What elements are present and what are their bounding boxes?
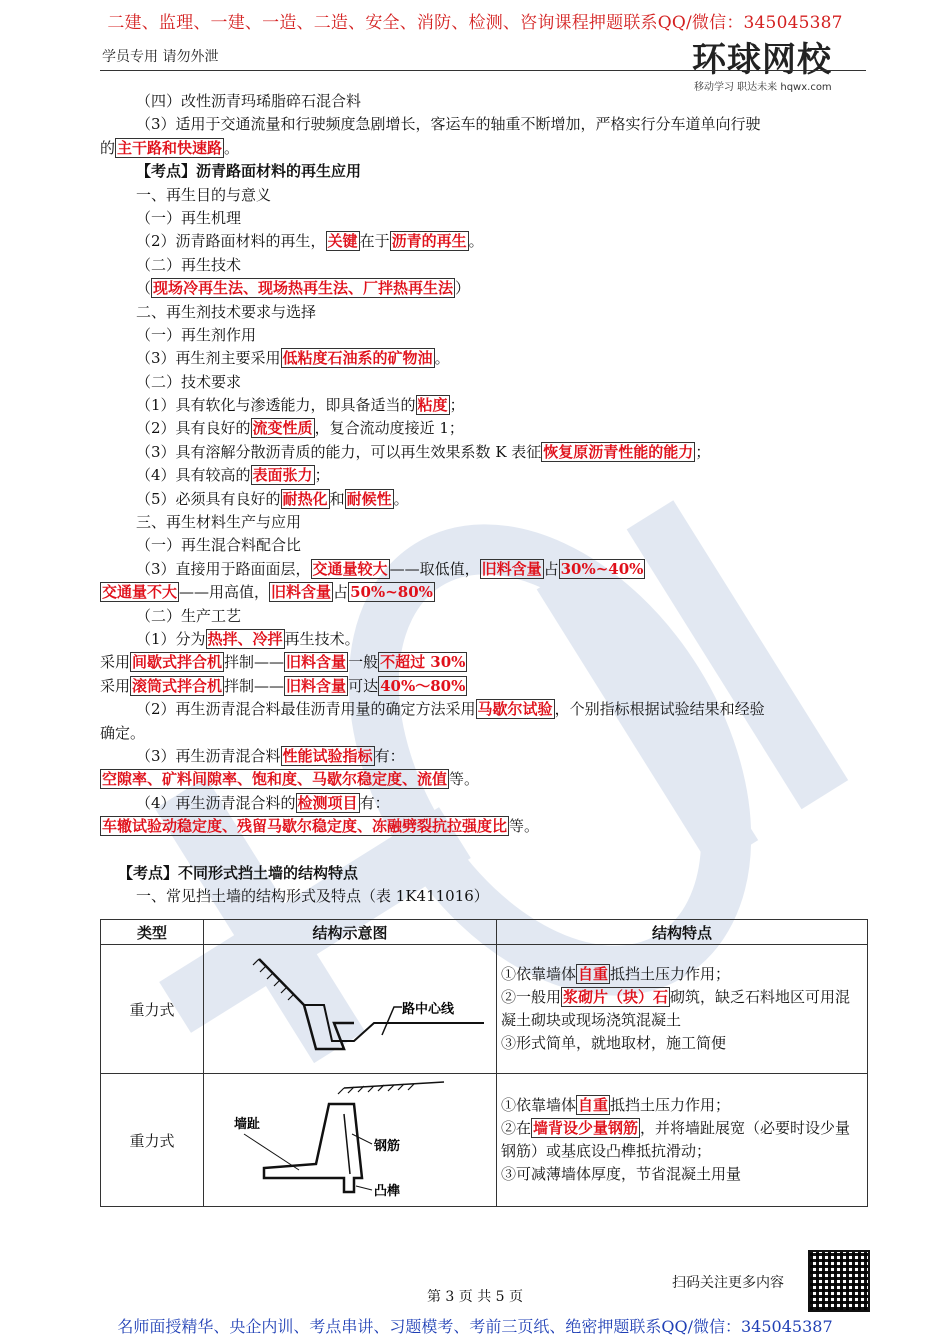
highlight: 马歇尔试验 [477,700,553,719]
text-line: （一）再生剂作用 [136,325,257,344]
logo: 环球网校 [692,40,832,80]
highlight: 浆砌片（块）石 [563,988,669,1006]
text-line: （3）再生沥青混合料 性能试验指标 有： [136,746,405,765]
section-heading: 【考点】沥青路面材料的再生应用 [136,162,362,181]
feature-line: ③形式简单，就地取材，施工简便 [501,1034,727,1052]
diagram-label: 墙趾 [234,1117,261,1132]
text-line: 的 主干路和快速路 。 [100,138,240,157]
feature-line: ③可减薄墙体厚度，节省混凝土用量 [501,1165,742,1183]
highlight: 耐候性 [346,489,392,508]
highlight: 不超过 30% [380,653,466,672]
highlight: 自重 [578,965,609,983]
text-line: （2）再生沥青混合料最佳沥青用量的确定方法采用 马歇尔试验 ，个别指标根据试验结果和经验 [136,700,765,719]
highlight: 耐热化 [282,489,328,508]
text-line: （3）适用于交通流量和行驶频度急剧增长，客运车的轴重不断增加，严格实行分车道单向行驶 [136,115,761,134]
feature-line: ①依靠墙体 自重 抵挡土压力作用； [501,965,731,983]
highlight: 旧料含量 [481,559,542,578]
table-header-row [101,920,868,945]
highlight: 检测项目 [297,793,358,812]
highlight: 关键 [327,232,358,251]
text-line: （2）具有良好的 流变性质 ，复合流动度接近 1； [136,419,464,438]
section-heading: 【考点】不同形式挡土墙的结构特点 [118,863,359,882]
highlight: 墙背设少量钢筋 [533,1119,639,1137]
highlight: 30%~40% [560,559,644,578]
text-line: （4）具有较高的 表面张力 ； [136,466,330,485]
text-line: （四）改性沥青玛琋脂碎石混合料 [136,92,362,110]
logo-subtitle: 移动学习 职达未来 hqwx.com [694,82,832,93]
highlight: 流变性质 [252,419,313,438]
text-line: （2）沥青路面材料的再生， 关键 在于 沥青的再生 。 [136,232,484,251]
text-line: （3）再生剂主要采用 低粘度石油系的矿物油 。 [136,349,450,368]
text-line: （二）生产工艺 [136,606,242,625]
text-line: （4）再生沥青混合料的 检测项目 有： [136,793,390,812]
text-line: （1）具有软化与渗透能力，即具备适当的 粘度 ； [136,396,465,415]
text-line: 车辙试验动稳定度、残留马歇尔稳定度、冻融劈裂抗拉强度比 等。 [102,817,540,836]
text-line: 采用 间歇式拌合机 拌制—— 旧料含量 一般 不超过 30% [100,653,466,672]
text-line: 采用 滚筒式拌合机 拌制—— 旧料含量 可达 40%～80% [100,676,466,695]
highlight: 自重 [578,1096,609,1114]
type-cell: 重力式 [101,945,204,1074]
highlight: 粘度 [417,396,448,415]
features-cell [497,945,868,1074]
text-line: 二、再生剂技术要求与选择 [136,302,317,321]
structure-diagram [204,1074,497,1207]
text-line: （1）分为 热拌、冷拌 再生技术。 [136,629,360,648]
text-line: （一）再生机理 [136,208,242,227]
highlight: 50%~80% [350,583,433,602]
highlight: 空隙率、矿料间隙率、饱和度、马歇尔稳定度、流值 [102,770,448,789]
text-line: （二）再生技术 [136,255,242,274]
feature-line: ①依靠墙体 自重 抵挡土压力作用； [501,1096,731,1114]
highlight: 交通量不大 [102,583,178,602]
highlight: 旧料含量 [286,676,347,695]
highlight: 表面张力 [252,466,313,485]
student-note: 学员专用 请勿外泄 [102,49,219,65]
page-number: 第 3 页 共 5 页 [426,1289,524,1305]
text-line: （二）技术要求 [136,372,242,391]
text-line: （3）具有溶解分散沥青质的能力，可以再生效果系数 K 表征 恢复原沥青性能的能力 ； [136,442,711,461]
main-content [100,90,868,909]
highlight: 沥青的再生 [391,232,467,251]
highlight: 旧料含量 [286,653,347,672]
diagram-label: 凸榫 [374,1184,401,1199]
highlight: 主干路和快速路 [117,138,223,157]
text-line: （ 现场冷再生法、现场热再生法、厂拌热再生法 ） [136,279,471,298]
gravity-wall-diagram [204,945,496,1069]
highlight: 40%～80% [380,676,466,695]
text-line: 空隙率、矿料间隙率、饱和度、马歇尔稳定度、流值 等。 [102,770,480,789]
text-line: （3）直接用于路面面层， 交通量较大 ——取低值， 旧料含量 占 30%~40% [136,559,644,578]
retaining-wall-table [100,919,868,1207]
top-banner: 二建、监理、一建、一造、二造、安全、消防、检测、咨询课程押题联系QQ/微信：345045387 [107,13,843,33]
highlight: 旧料含量 [271,583,332,602]
text-line: 三、再生材料生产与应用 [136,513,302,532]
diagram-label: 路中心线 [402,1002,455,1017]
diagram-label: 钢筋 [374,1139,401,1154]
feature-line: ②一般用 浆砌片（块）石 砌筑，缺乏石料地区可用混凝土砌块或现场浇筑混凝土 [501,988,851,1029]
highlight: 恢复原沥青性能的能力 [543,442,694,461]
highlight: 热拌、冷拌 [207,629,283,648]
table-header: 结构示意图 [204,920,497,945]
highlight: 滚筒式拌合机 [132,676,223,695]
highlight: 性能试验指标 [282,746,373,765]
text-line: 交通量不大 ——用高值， 旧料含量 占 50%~80% [102,583,433,602]
table-row [101,1074,868,1207]
table-row [101,945,868,1074]
table-header: 类型 [101,920,204,945]
highlight: 现场冷再生法、现场热再生法、厂拌热再生法 [153,279,454,298]
type-cell: 重力式 [101,1074,204,1207]
feature-line: ②在 墙背设少量钢筋 ，并将墙趾展宽（必要时设少量钢筋）或基底设凸榫抵抗滑动； [501,1119,851,1160]
scan-note: 扫码关注更多内容 [672,1275,784,1291]
bottom-banner: 名师面授精华、央企内训、考点串讲、习题模考、考前三页纸、绝密押题联系QQ/微信：345045387 [117,1317,833,1336]
highlight: 交通量较大 [312,559,388,578]
text-line: （5）必须具有良好的 耐热化 和 耐候性 。 [136,489,409,508]
semi-gravity-wall-diagram [204,1074,496,1202]
header-rule [100,70,866,71]
highlight: 低粘度石油系的矿物油 [282,349,433,368]
table-header: 结构特点 [497,920,868,945]
highlight: 车辙试验动稳定度、残留马歇尔稳定度、冻融劈裂抗拉强度比 [102,817,508,836]
features-cell [497,1074,868,1207]
text-line: （一）再生混合料配合比 [136,536,302,555]
text-line: 一、常见挡土墙的结构形式及特点（表 1K411016） [136,887,489,906]
text-line: 一、再生目的与意义 [136,185,272,204]
structure-diagram [204,945,497,1074]
text-line: 确定。 [100,723,146,742]
highlight: 间歇式拌合机 [132,653,223,672]
